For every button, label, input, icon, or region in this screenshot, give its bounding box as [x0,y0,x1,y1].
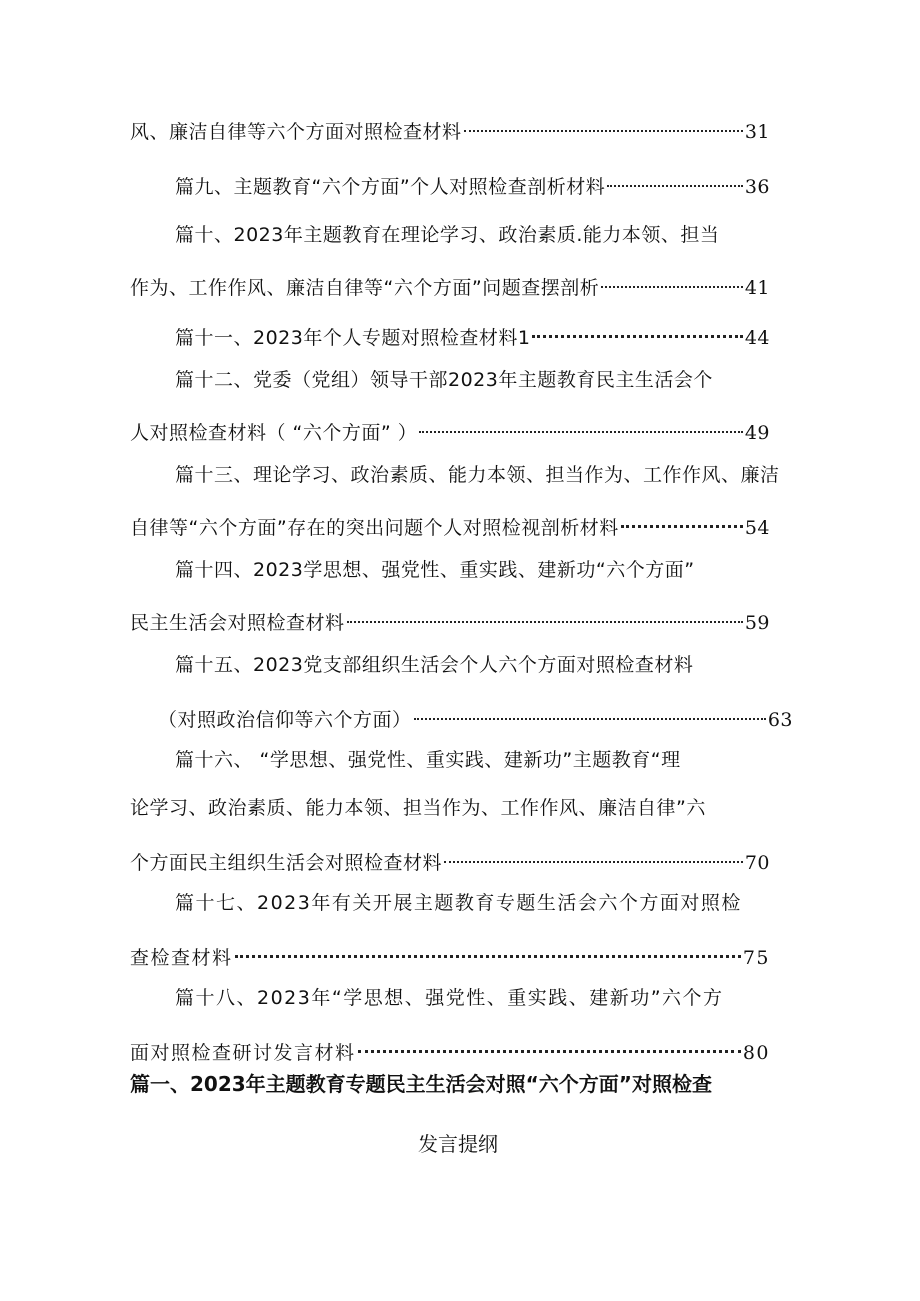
toc-entry-line[interactable] [175,747,775,773]
toc-entry[interactable] [130,843,770,876]
toc-entry-text: 篇十四、2023学思想、强党性、重实践、建新功“六个方面” [175,559,695,581]
toc-entry[interactable] [130,603,770,636]
toc-entry-text: 论学习、政治素质、能力本领、担当作为、工作作风、廉洁自律”六 [130,797,706,819]
dot-leader [419,413,743,439]
toc-page-number: 49 [744,422,770,444]
dot-leader [532,318,742,344]
toc-entry-text: 人对照检查材料（ “六个方面” ） [130,422,418,444]
toc-entry[interactable] [130,413,770,446]
toc-entry-line[interactable] [175,985,775,1011]
toc-entry[interactable] [130,112,770,145]
toc-page-number: 70 [744,852,770,874]
toc-entry-line[interactable] [175,462,795,488]
toc-page-number: 80 [742,1042,770,1064]
toc-entry-text: 面对照检查研讨发言材料 [130,1042,356,1064]
toc-entry-line[interactable] [175,367,775,393]
dot-leader [607,167,743,193]
toc-entry-text: 篇十一、2023年个人专题对照检查材料1 [175,327,531,349]
toc-entry-text: 篇十六、 “学思想、强党性、重实践、建新功”主题教育“理 [175,749,681,771]
toc-entry-text: 篇十三、理论学习、政治素质、能力本领、担当作为、工作作风、廉洁 [175,464,780,486]
dot-leader [444,843,743,869]
dot-leader [601,268,743,294]
dot-leader [464,112,743,138]
toc-entry[interactable] [158,700,793,733]
toc-page-number: 75 [742,947,770,969]
toc-entry-text: 个方面民主组织生活会对照检查材料 [130,852,443,874]
dot-leader [358,1033,741,1059]
toc-entry[interactable] [175,167,770,200]
toc-page-number: 41 [744,277,770,299]
toc-entry[interactable] [130,1033,770,1066]
toc-entry-text: 作为、工作作风、廉洁自律等“六个方面”问题查摆剖析 [130,277,600,299]
toc-entry-text: 篇十、2023年主题教育在理论学习、政治素质.能力本领、担当 [175,224,720,246]
toc-entry[interactable] [130,268,770,301]
section-heading-continuation: 发言提纲 [418,1132,498,1156]
toc-entry-text: 篇九、主题教育“六个方面”个人对照检查剖析材料 [175,176,606,198]
toc-entry-text: 篇十七、2023年有关开展主题教育专题生活会六个方面对照检 [175,892,742,914]
toc-page-number: 54 [744,517,770,539]
toc-entry-text: 查检查材料 [130,947,233,969]
toc-page-number: 44 [744,327,770,349]
toc-entry-text: 篇十八、2023年“学思想、强党性、重实践、建新功”六个方 [175,987,724,1009]
toc-entry-line[interactable] [175,890,775,916]
toc-entry-text: 篇十二、党委（党组）领导干部2023年主题教育民主生活会个 [175,369,713,391]
toc-entry[interactable] [130,938,770,971]
dot-leader [347,603,743,629]
toc-page-number: 59 [744,612,770,634]
section-heading: 篇一、2023年主题教育专题民主生活会对照“六个方面”对照检查 [130,1072,712,1096]
toc-page-number: 36 [744,176,770,198]
toc-entry-text: （对照政治信仰等六个方面） [158,709,412,731]
dot-leader [235,938,741,964]
toc-entry[interactable] [175,318,770,351]
toc-entry-text: 民主生活会对照检查材料 [130,612,345,634]
toc-entry[interactable] [130,508,770,541]
toc-entry-line[interactable] [175,652,775,678]
toc-entry-line[interactable] [130,795,770,821]
dot-leader [414,700,766,726]
dot-leader [621,508,743,534]
toc-page-number: 63 [767,709,793,731]
toc-entry-text: 自律等“六个方面”存在的突出问题个人对照检视剖析材料 [130,517,619,539]
toc-entry-text: 篇十五、2023党支部组织生活会个人六个方面对照检查材料 [175,654,694,676]
toc-page-number: 31 [744,121,770,143]
toc-entry-line[interactable] [175,222,775,248]
toc-entry-text: 风、廉洁自律等六个方面对照检查材料 [130,121,462,143]
toc-entry-line[interactable] [175,557,775,583]
